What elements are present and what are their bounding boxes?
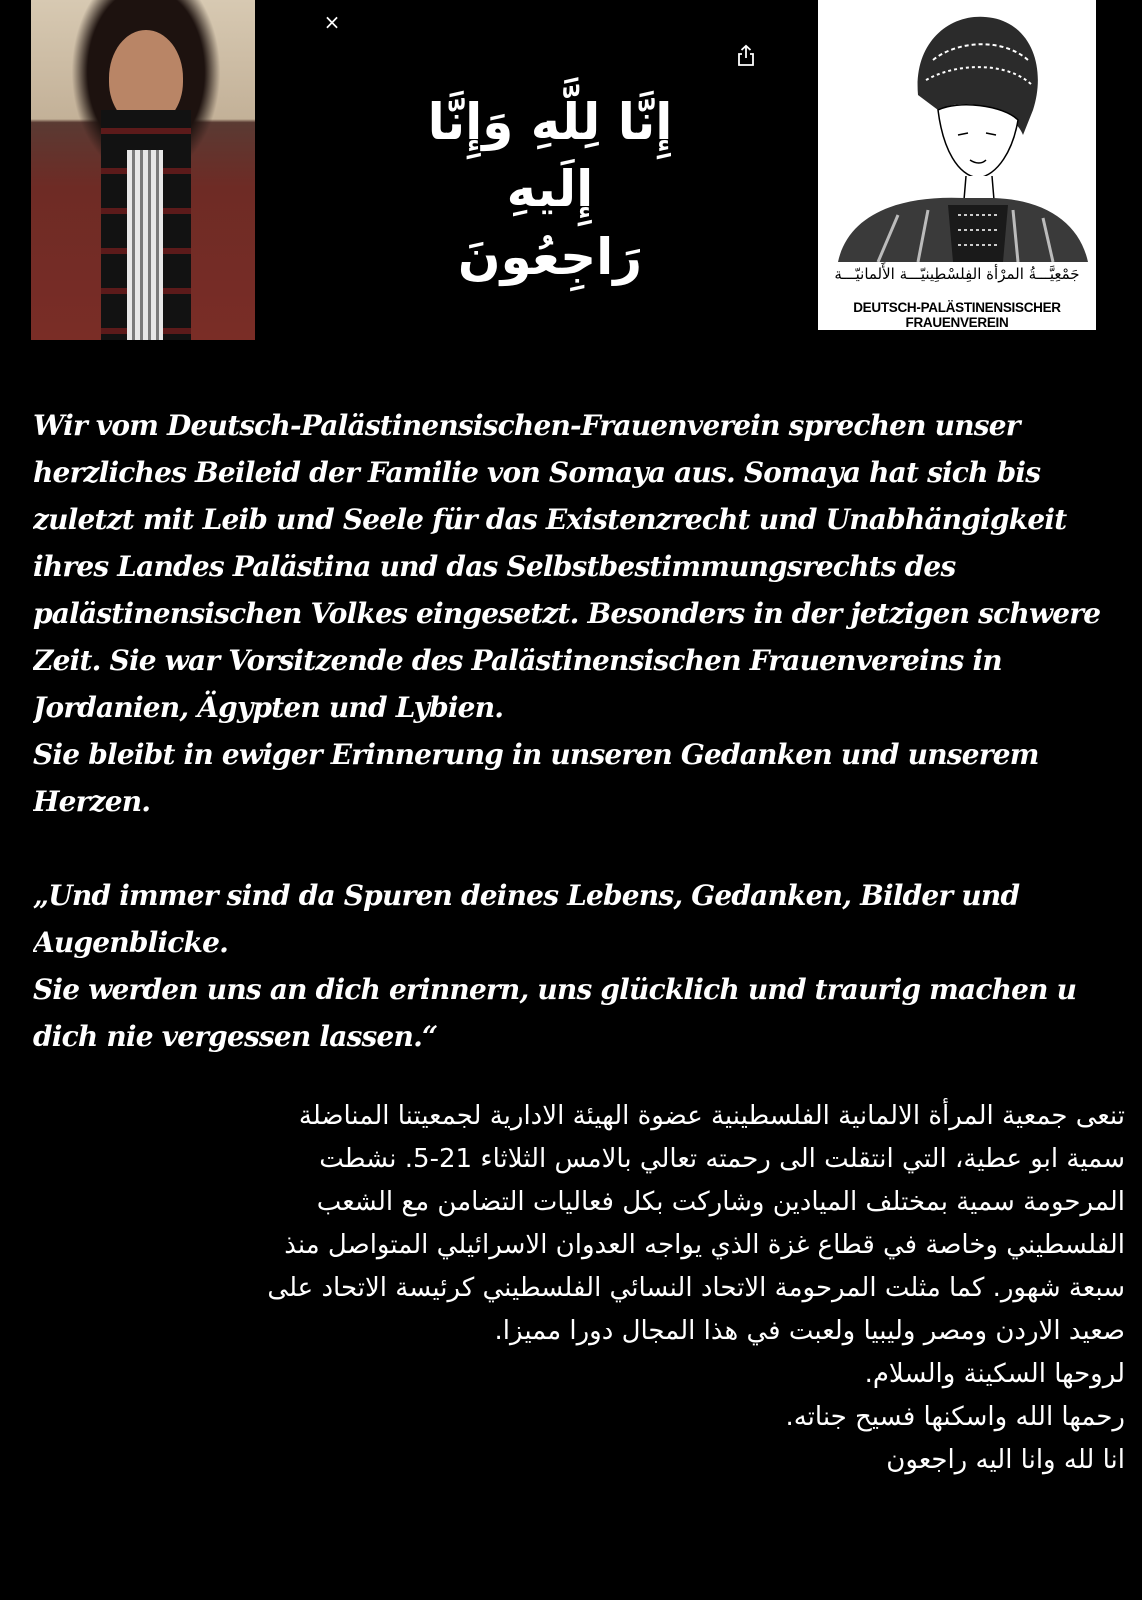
german-line: palästinensischen Volkes eingesetzt. Besonders in der jetzigen schwere	[33, 597, 1101, 630]
portrait-photo	[31, 0, 255, 340]
woman-illustration	[818, 0, 1096, 262]
german-line: zuletzt mit Leib und Seele für das Existenzrecht und Unabhängigkeit	[33, 503, 1067, 536]
arabic-line: رحمها الله واسكنها فسيح جناته.	[785, 1402, 1125, 1432]
condolence-calligraphy	[380, 45, 720, 335]
arabic-line: تنعى جمعية المرأة الالمانية الفلسطينية عضوة الهيئة الادارية لجمعيتنا المناضلة	[298, 1101, 1125, 1131]
arabic-message	[0, 1095, 1125, 1482]
quote-line: Augenblicke.	[33, 926, 229, 959]
german-line: Sie bleibt in ewiger Erinnerung in unseren Gedanken und unserem	[33, 738, 1039, 771]
arabic-line: المرحومة سمية بمختلف الميادين وشاركت بكل فعاليات التضامن مع الشعب	[316, 1187, 1125, 1217]
association-logo	[818, 0, 1096, 330]
calligraphy-line-1: إِنَّا لِلَّهِ وَإِنَّا إِلَيهِ	[427, 92, 673, 219]
quote-line: dich nie vergessen lassen.“	[33, 1020, 438, 1053]
share-icon	[735, 44, 757, 68]
german-line: Zeit. Sie war Vorsitzende des Palästinensischen Frauenvereins in	[33, 644, 1002, 677]
german-line: ihres Landes Palästina und das Selbstbestimmungsrechts des	[33, 550, 956, 583]
portrait-shirt	[127, 150, 163, 340]
german-line: Wir vom Deutsch-Palästinensischen-Frauenverein sprechen unser	[33, 409, 1020, 442]
share-button[interactable]	[735, 44, 757, 68]
close-icon: ×	[323, 10, 341, 34]
logo-arabic-name: جَمْعِيَّـــةُ المرْأة الفِلسْطِينيّـــة الأَلمانيّـــة	[834, 265, 1080, 283]
close-button[interactable]	[318, 8, 346, 36]
arabic-line: الفلسطيني وخاصة في قطاع غزة الذي يواجه العدوان الاسرائيلي المتواصل منذ	[284, 1230, 1125, 1260]
german-message	[33, 402, 1142, 1060]
arabic-line: سمية ابو عطية، التي انتقلت الى رحمته تعالي بالامس الثلاثاء 21-5. نشطت	[319, 1144, 1125, 1174]
arabic-line: سبعة شهور. كما مثلت المرحومة الاتحاد النسائي الفلسطيني كرئيسة الاتحاد على	[267, 1273, 1125, 1303]
arabic-line: انا لله وانا اليه راجعون	[886, 1445, 1125, 1475]
calligraphy-line-2: رَاجِعُونَ	[457, 227, 643, 286]
arabic-line: لروحها السكينة والسلام.	[864, 1359, 1125, 1389]
german-line: Jordanien, Ägypten und Lybien.	[33, 691, 504, 724]
german-line: Herzen.	[33, 785, 151, 818]
arabic-line: صعيد الاردن ومصر وليبيا ولعبت في هذا المجال دورا مميزا.	[494, 1316, 1125, 1346]
paragraph-gap	[33, 825, 1142, 872]
logo-german-name: DEUTSCH-PALÄSTINENSISCHER FRAUENVEREIN	[853, 300, 1061, 330]
quote-line: Sie werden uns an dich erinnern, uns glücklich und traurig machen u	[33, 973, 1077, 1006]
quote-line: „Und immer sind da Spuren deines Lebens, Gedanken, Bilder und	[33, 879, 1020, 912]
german-line: herzliches Beileid der Familie von Somaya aus. Somaya hat sich bis	[33, 456, 1041, 489]
